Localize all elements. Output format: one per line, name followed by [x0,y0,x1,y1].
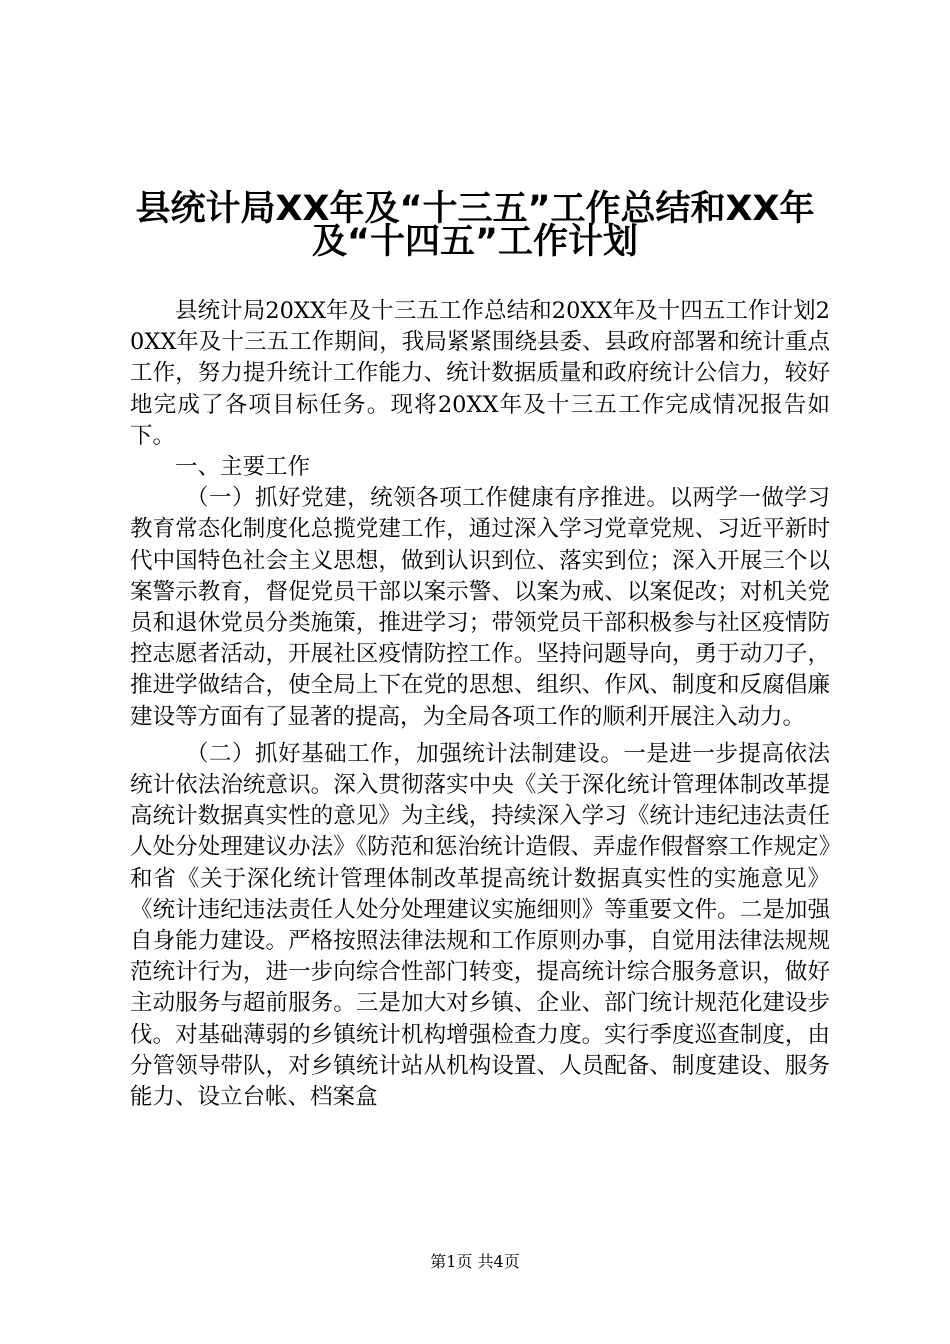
page-number-footer: 第1页 共4页 [430,1252,520,1271]
document-body [130,296,830,1113]
paragraph-party-building: （一）抓好党建，统领各项工作健康有序推进。以两学一做学习教育常态化制度化总揽党建工作，通过深入学习党章党规、习近平新时代中国特色社会主义思想，做到认识到位、落实到位；深入开展三个以案警示教育，督促党员干部以案示警、以案为戒、以案促改；对机关党员和退休党员分类施策，推进学习；带领党员干部积极参与社区疫情防控志愿者活动，开展社区疫情防控工作。坚持问题导向，勇于动刀子，推进学做结合，使全局上下在党的思想、组织、作风、制度和反腐倡廉建设等方面有了显著的提高，为全局各项工作的顺利开展注入动力。 [130,485,830,730]
intro-paragraph: 县统计局20XX年及十三五工作总结和20XX年及十四五工作计划20XX年及十三五工作期间，我局紧紧围绕县委、县政府部署和统计重点工作，努力提升统计工作能力、统计数据质量和政府统计公信力，较好地完成了各项目标任务。现将20XX年及十三五工作完成情况报告如下。 [130,298,830,449]
section-heading: 一、主要工作 [175,454,311,481]
document-title-line-2: 及“十四五”工作计划 [311,222,638,262]
document-title-line-1: 县统计局XX年及“十三五”工作总结和XX年 [135,189,815,229]
paragraph-basic-work: （二）抓好基础工作，加强统计法制建设。一是进一步提高依法统计依法治统意识。深入贯彻落实中央《关于深化统计管理体制改革提高统计数据真实性的意见》为主线，持续深入学习《统计违纪违法责任人处分处理建议办法》《防范和惩治统计造假、弄虚作假督察工作规定》和省《关于深化统计管理体制改革提高统计数据真实性的实施意见》《统计违纪违法责任人处分处理建议实施细则》等重要文件。二是加强自身能力建设。严格按照法律法规和工作原则办事，自觉用法律法规规范统计行为，进一步向综合性部门转变，提高统计综合服务意识，做好主动服务与超前服务。三是加大对乡镇、企业、部门统计规范化建设步伐。对基础薄弱的乡镇统计机构增强检查力度。实行季度巡查制度，由分管领导带队，对乡镇统计站从机构设置、人员配备、制度建设、服务能力、设立台帐、档案盒 [130,740,830,1111]
